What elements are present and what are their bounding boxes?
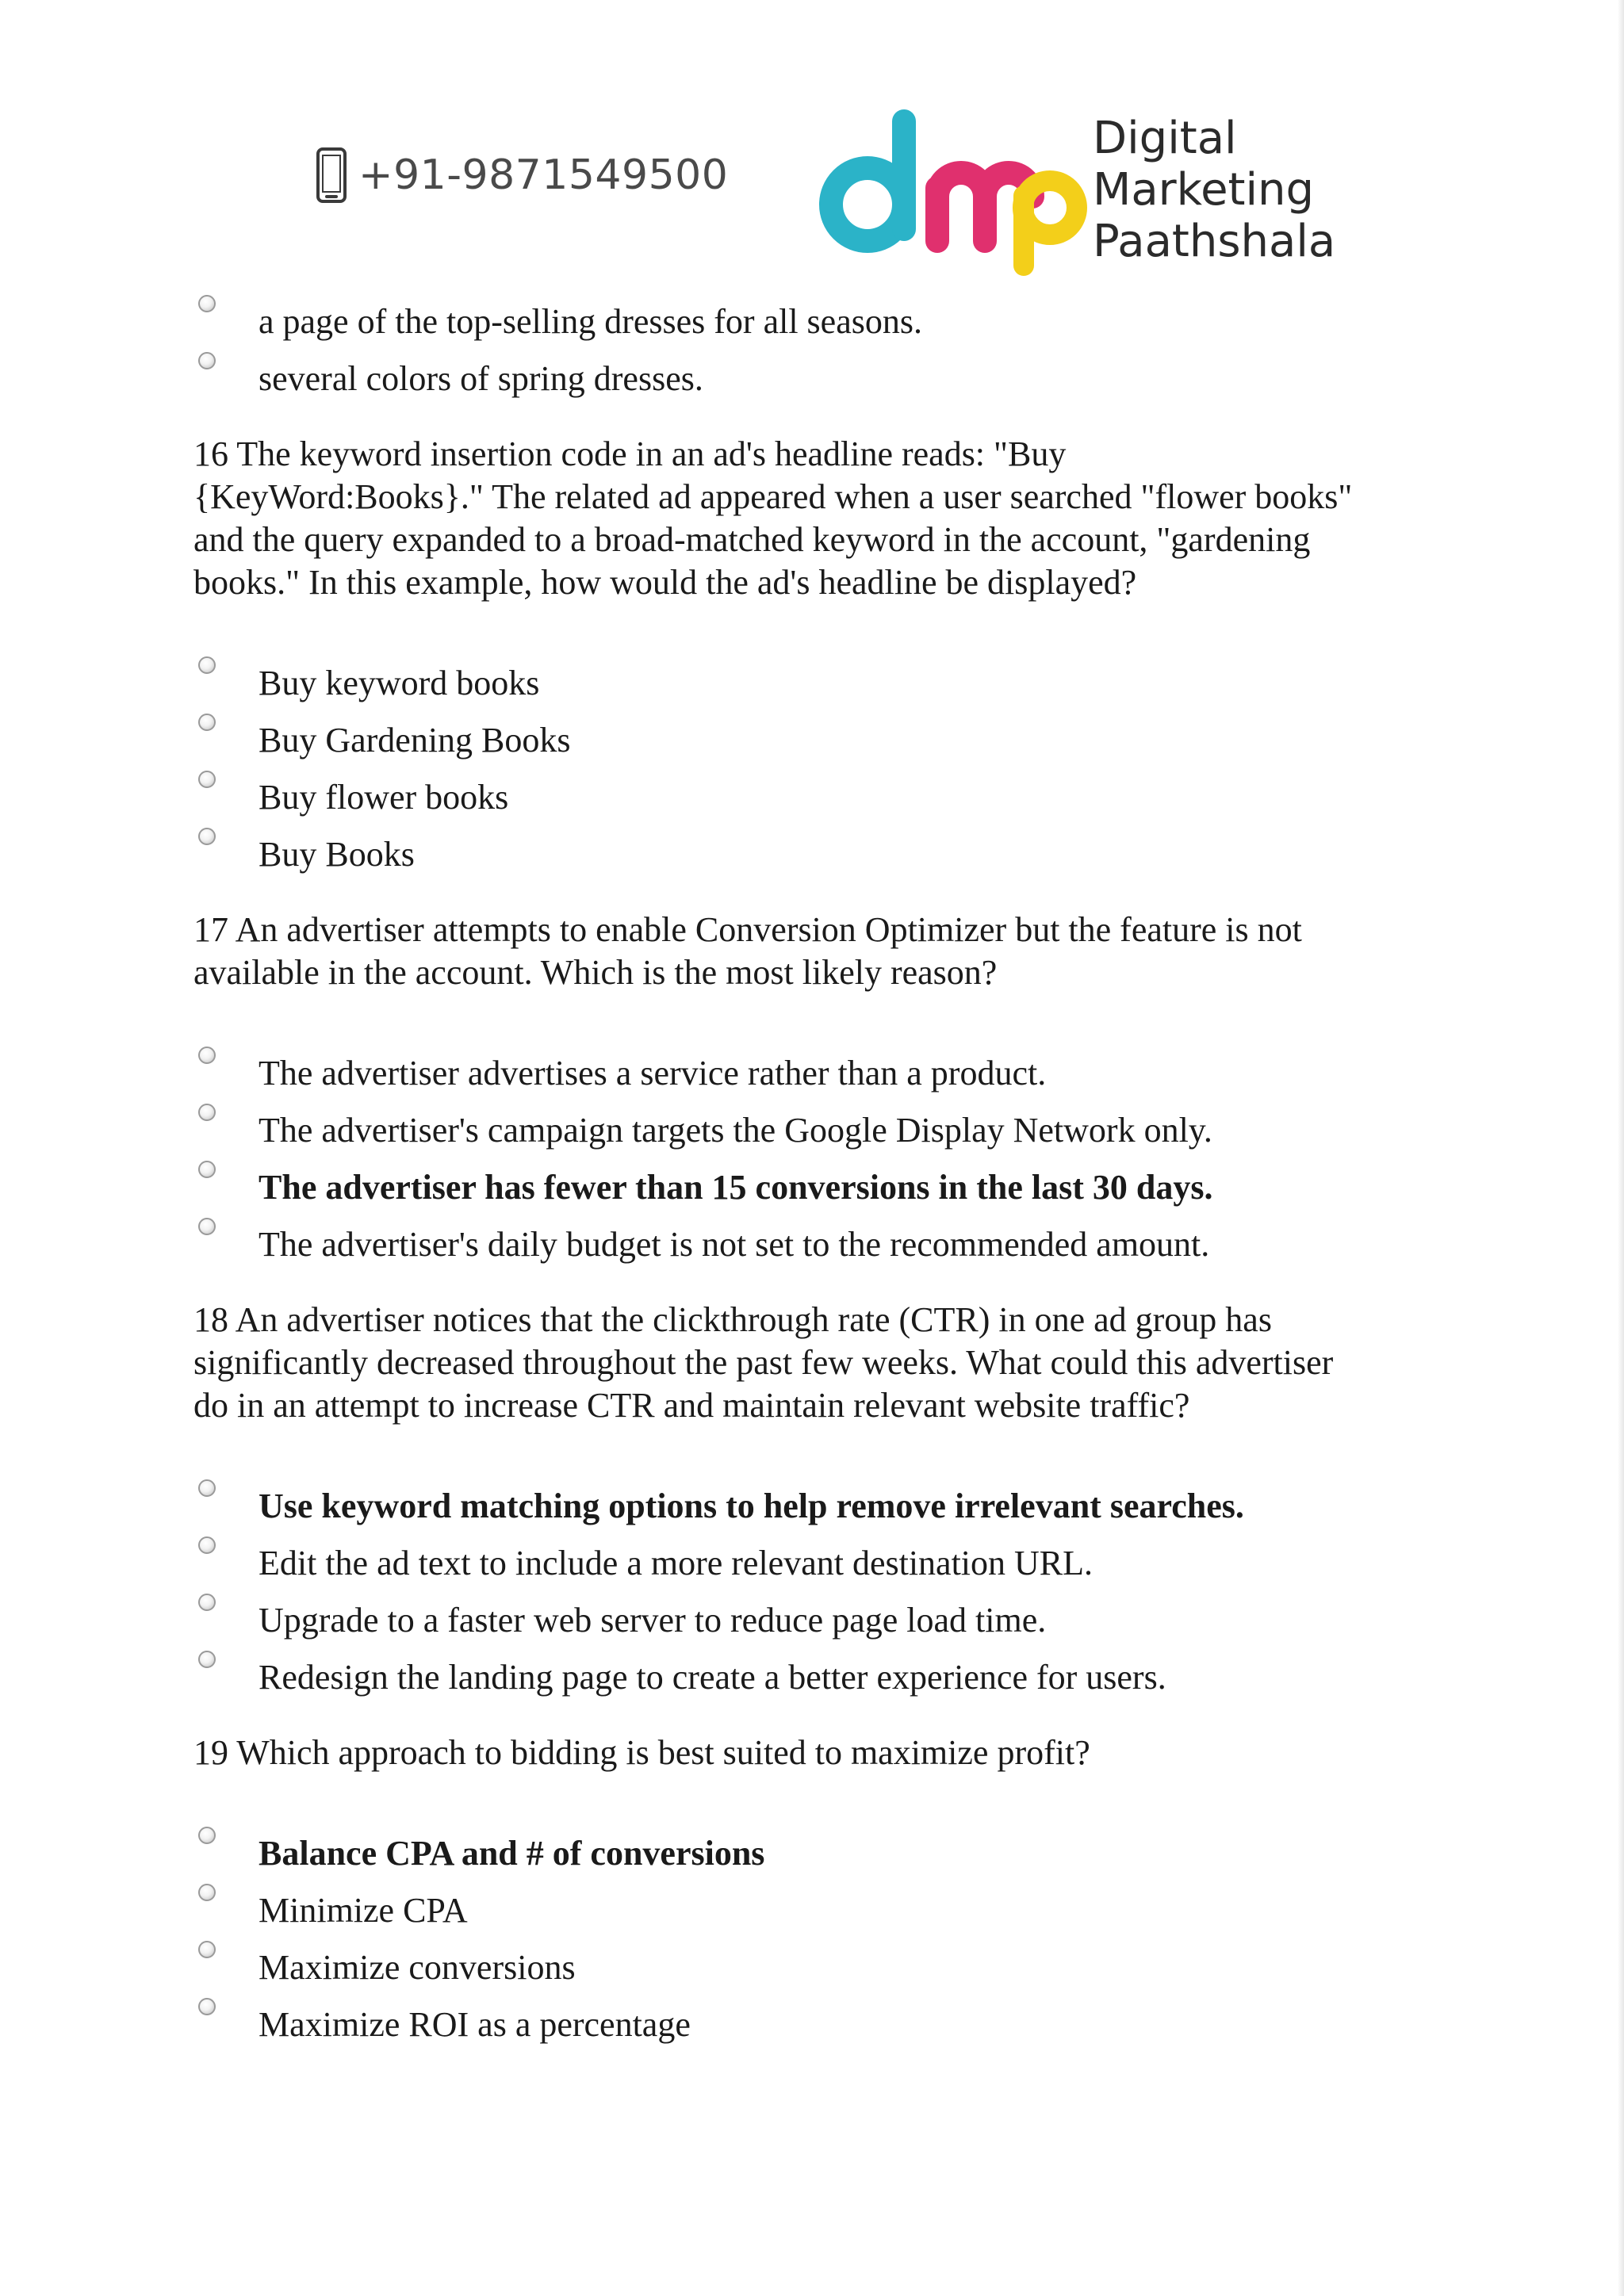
radio-button-icon[interactable] xyxy=(198,1536,216,1554)
brand-name xyxy=(1093,113,1335,267)
question-line: available in the account. Which is the most likely reason? xyxy=(193,953,998,992)
answer-option-correct[interactable] xyxy=(193,1827,1462,1884)
radio-button-icon[interactable] xyxy=(198,1218,216,1235)
answer-option[interactable] xyxy=(193,1651,1462,1708)
option-label: Minimize CPA xyxy=(259,1891,468,1930)
option-label: Edit the ad text to include a more relevant destination URL. xyxy=(259,1544,1094,1582)
question-line: books." In this example, how would the ad's headline be displayed? xyxy=(193,563,1137,602)
question-line: 17 An advertiser attempts to enable Conversion Optimizer but the feature is not xyxy=(193,910,1302,949)
dmp-logo-mark xyxy=(818,109,1088,276)
radio-button-icon[interactable] xyxy=(198,714,216,731)
question-17 xyxy=(193,909,1462,994)
mobile-phone-icon xyxy=(316,147,347,203)
brand-line-1: Digital xyxy=(1093,113,1237,164)
radio-button-icon[interactable] xyxy=(198,1998,216,2015)
answer-option[interactable] xyxy=(193,771,1462,828)
answer-option[interactable] xyxy=(193,1218,1462,1275)
answer-option[interactable] xyxy=(193,352,1462,409)
question-line: do in an attempt to increase CTR and maintain relevant website traffic? xyxy=(193,1386,1190,1425)
question-line: 18 An advertiser notices that the clickthrough rate (CTR) in one ad group has xyxy=(193,1300,1272,1339)
answer-option[interactable] xyxy=(193,656,1462,714)
radio-button-icon[interactable] xyxy=(198,1479,216,1497)
radio-button-icon[interactable] xyxy=(198,1827,216,1844)
option-label: a page of the top-selling dresses for all seasons. xyxy=(259,302,922,341)
question-line: {KeyWord:Books}." The related ad appeared when a user searched "flower books" xyxy=(193,477,1353,516)
radio-button-icon[interactable] xyxy=(198,771,216,788)
brand-line-3: Paathshala xyxy=(1093,216,1336,267)
brand-logo xyxy=(818,109,1336,276)
radio-button-icon[interactable] xyxy=(198,1161,216,1178)
page-header xyxy=(0,0,1624,285)
option-label: Redesign the landing page to create a better experience for users. xyxy=(259,1658,1166,1697)
brand-line-2: Marketing xyxy=(1093,164,1315,216)
radio-button-icon[interactable] xyxy=(198,1884,216,1901)
option-label: Maximize conversions xyxy=(259,1948,576,1987)
option-label: Buy Books xyxy=(259,835,415,874)
answer-option[interactable] xyxy=(193,1047,1462,1104)
quiz-content xyxy=(193,295,1462,2055)
answer-option[interactable] xyxy=(193,1884,1462,1941)
answer-option[interactable] xyxy=(193,1594,1462,1651)
radio-button-icon[interactable] xyxy=(198,352,216,369)
radio-button-icon[interactable] xyxy=(198,1104,216,1121)
radio-button-icon[interactable] xyxy=(198,295,216,312)
option-label: The advertiser's daily budget is not set to the recommended amount. xyxy=(259,1225,1210,1264)
radio-button-icon[interactable] xyxy=(198,656,216,674)
radio-button-icon[interactable] xyxy=(198,828,216,845)
question-16 xyxy=(193,433,1462,604)
option-label: Balance CPA and # of conversions xyxy=(259,1834,765,1873)
question-line: 19 Which approach to bidding is best suited to maximize profit? xyxy=(193,1733,1090,1772)
page-edge-shadow xyxy=(1618,0,1624,2296)
option-label: Buy keyword books xyxy=(259,664,540,702)
answer-option[interactable] xyxy=(193,295,1462,352)
option-label: Buy Gardening Books xyxy=(259,721,571,760)
question-line: 16 The keyword insertion code in an ad's headline reads: "Buy xyxy=(193,434,1067,473)
option-label: The advertiser's campaign targets the Google Display Network only. xyxy=(259,1111,1212,1150)
option-label: Use keyword matching options to help remove irrelevant searches. xyxy=(259,1487,1244,1525)
question-18 xyxy=(193,1299,1462,1427)
phone-number: +91-9871549500 xyxy=(358,151,729,199)
answer-option[interactable] xyxy=(193,1536,1462,1594)
radio-button-icon[interactable] xyxy=(198,1594,216,1611)
radio-button-icon[interactable] xyxy=(198,1047,216,1064)
answer-option-correct[interactable] xyxy=(193,1479,1462,1536)
option-label: Maximize ROI as a percentage xyxy=(259,2005,691,2044)
question-19 xyxy=(193,1732,1462,1774)
answer-option[interactable] xyxy=(193,828,1462,885)
radio-button-icon[interactable] xyxy=(198,1941,216,1958)
phone-contact xyxy=(316,147,728,203)
option-label: Upgrade to a faster web server to reduce page load time. xyxy=(259,1601,1047,1640)
answer-option[interactable] xyxy=(193,1998,1462,2055)
radio-button-icon[interactable] xyxy=(198,1651,216,1668)
option-label: The advertiser has fewer than 15 conversions in the last 30 days. xyxy=(259,1168,1213,1207)
question-line: and the query expanded to a broad-matched keyword in the account, "gardening xyxy=(193,520,1311,559)
question-line: significantly decreased throughout the past few weeks. What could this advertiser xyxy=(193,1343,1334,1382)
option-label: The advertiser advertises a service rather than a product. xyxy=(259,1054,1047,1093)
answer-option[interactable] xyxy=(193,1104,1462,1161)
option-label: Buy flower books xyxy=(259,778,509,817)
option-label: several colors of spring dresses. xyxy=(259,359,703,398)
answer-option[interactable] xyxy=(193,714,1462,771)
answer-option[interactable] xyxy=(193,1941,1462,1998)
answer-option-correct[interactable] xyxy=(193,1161,1462,1218)
